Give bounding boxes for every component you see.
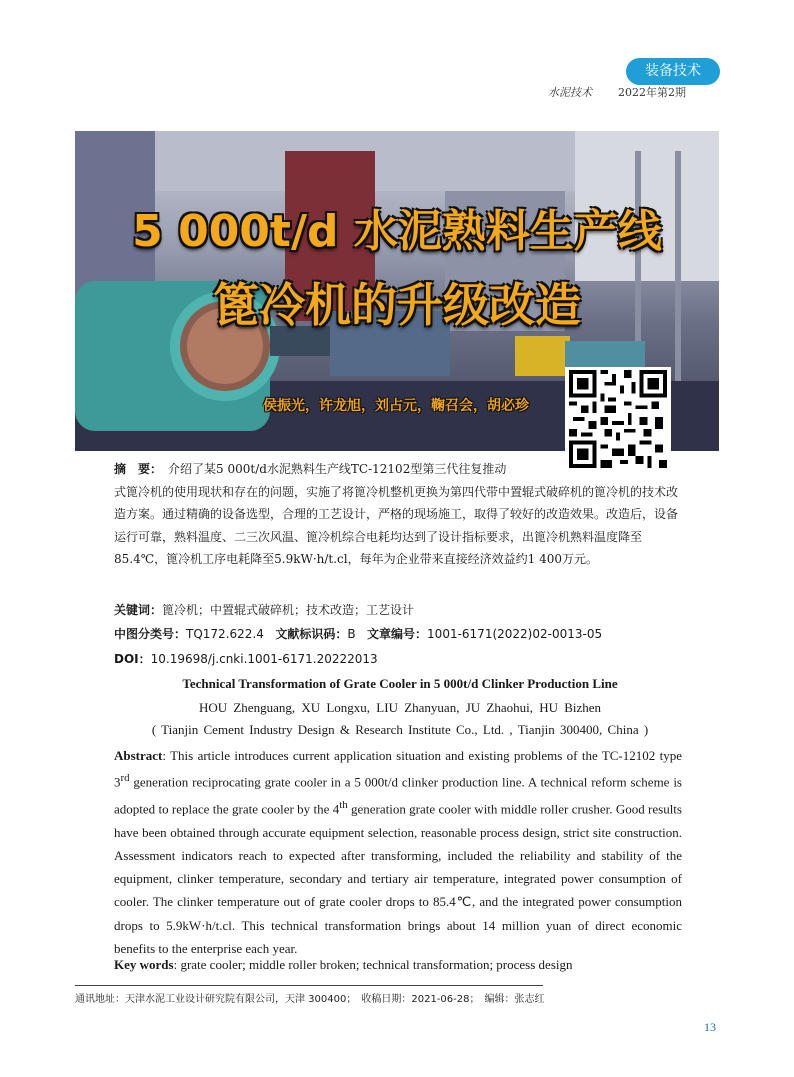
english-abstract bbox=[114, 744, 682, 960]
abstract-zh-label: 摘 要： bbox=[114, 462, 163, 476]
english-abstract-label: Abstract bbox=[114, 748, 163, 763]
english-affiliation: ( Tianjin Cement Industry Design & Research Institute Co., Ltd. , Tianjin 300400, China ) bbox=[151, 722, 649, 737]
doi-value[interactable]: 10.19698/j.cnki.1001-6171.20222013 bbox=[150, 652, 378, 666]
english-abstract-part1: : This article introduces current application situation and existing problems of the TC-12102 type 3 bbox=[114, 748, 682, 790]
abstract-zh-body: 式篦冷机的使用现状和存在的问题，实施了将篦冷机整机更换为第四代带中置辊式破碎机的篦冷机的技术改造方案。通过精确的设备选型，合理的工艺设计，严格的现场施工，取得了较好的改造效果。改造后，设备运行可靠，熟料温度、二三次风温、篦冷机综合电耗均达到了设计指标要求，出篦冷机熟料温度降至85.4℃，篦冷机工序电耗降至5.9kW·h/t.cl，每年为企业带来直接经济效益约1 400万元。 bbox=[114, 484, 679, 566]
keywords-zh bbox=[114, 601, 414, 618]
english-abstract-part2: generation reciprocating grate cooler in a 5 000t/d clinker production line. A technical reform scheme is adopted to replace the grate cooler by the 4 bbox=[114, 774, 682, 817]
article-title-line2: 篦冷机的升级改造 bbox=[213, 278, 581, 332]
clc-label: 中图分类号： bbox=[114, 627, 187, 641]
doi-label: DOI： bbox=[114, 652, 151, 666]
journal-name: 水泥技术 bbox=[548, 86, 592, 99]
doc-code-value: B bbox=[347, 627, 356, 641]
english-keywords-value: : grate cooler; middle roller broken; technical transformation; process design bbox=[173, 957, 573, 972]
english-keywords-label: Key words bbox=[114, 957, 174, 972]
section-tag: 装备技术 bbox=[626, 58, 720, 85]
english-abstract-part3: generation grate cooler with middle roller crusher. Good results have been obtained through accurate equipment selection, reasonable process design, strict site construction. Assessment indicators reach to expected after transforming, included the reliability and stability of the equipment, clinker temperature, secondary and tertiary air temperature, integrated power consumption of cooler. The clinker temperature out of grate cooler drops to 85.4℃, and the integrated power consumption drops to 5.9kW·h/t.cl. This technical transformation brings about 14 million yuan of direct economic benefits to the enterprise each year. bbox=[114, 801, 682, 957]
keywords-zh-value: 篦冷机；中置辊式破碎机；技术改造；工艺设计 bbox=[162, 603, 415, 617]
doc-code-label: 文献标识码： bbox=[275, 627, 348, 641]
abstract-zh-line1: 介绍了某5 000t/d水泥熟料生产线TC-12102型第三代往复推动 bbox=[168, 462, 507, 476]
journal-issue: 2022年第2期 bbox=[618, 86, 686, 99]
english-title: Technical Transformation of Grate Cooler in 5 000t/d Clinker Production Line bbox=[182, 676, 618, 691]
english-abstract-sup2: th bbox=[339, 798, 348, 811]
hero-authors: 侯振光，许龙旭，刘占元，鞠召会，胡必珍 bbox=[263, 398, 529, 414]
doi-line bbox=[114, 650, 378, 667]
classification-line bbox=[114, 625, 602, 642]
abstract-zh-first-line bbox=[114, 458, 686, 481]
english-abstract-sup1: rd bbox=[120, 772, 130, 785]
footnote-divider bbox=[75, 985, 543, 986]
page-number: 13 bbox=[704, 1020, 716, 1034]
qr-code-icon bbox=[565, 367, 671, 471]
article-no-value: 1001-6171(2022)02-0013-05 bbox=[427, 627, 603, 641]
article-no-label: 文章编号： bbox=[367, 627, 428, 641]
abstract-zh bbox=[114, 458, 686, 571]
keywords-zh-label: 关键词： bbox=[114, 603, 163, 617]
english-authors: HOU Zhenguang, XU Longxu, LIU Zhanyuan, JU Zhaohui, HU Bizhen bbox=[198, 700, 602, 715]
article-title-line1: 5 000t/d 水泥熟料生产线 bbox=[132, 206, 662, 257]
footnote: 通讯地址：天津水泥工业设计研究院有限公司，天津 300400； 收稿日期：2021-06-28； 编辑：张志红 bbox=[75, 994, 545, 1005]
english-keywords bbox=[114, 957, 682, 973]
clc-value: TQ172.622.4 bbox=[186, 627, 264, 641]
